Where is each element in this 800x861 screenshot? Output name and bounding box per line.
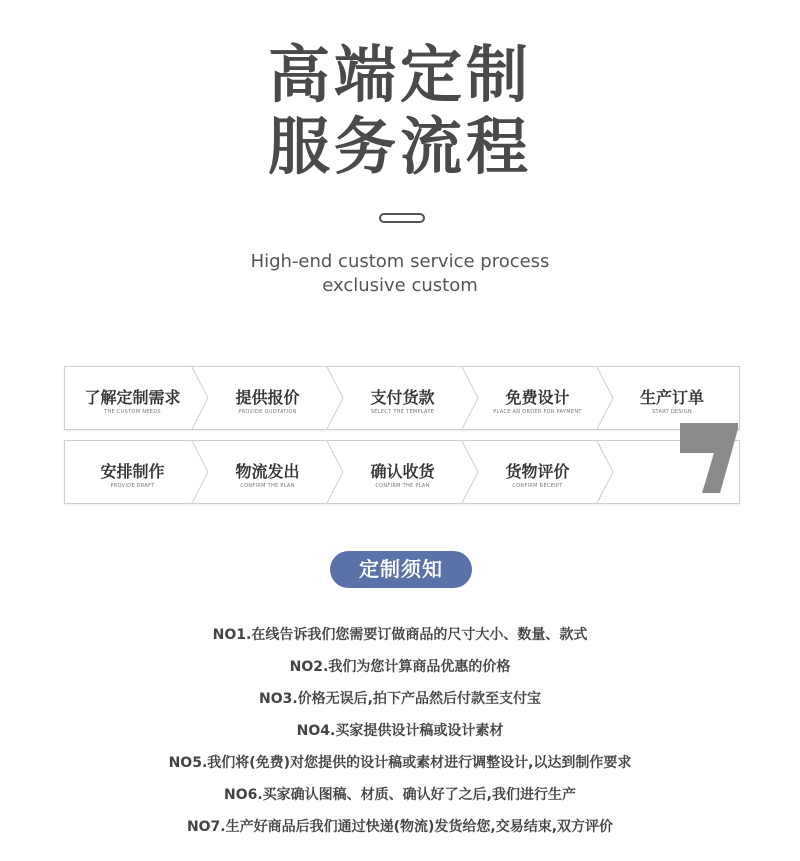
process-step-8 xyxy=(335,441,470,503)
step-subtitle: PROVIDE DRAFT xyxy=(110,483,155,489)
step-title: 免费设计 xyxy=(505,388,570,407)
process-step-6 xyxy=(65,441,200,503)
step-subtitle: PLACE AN ORDER FOR PAYMENT xyxy=(493,409,582,415)
notice-item: NO1.在线告诉我们您需要订做商品的尺寸大小、数量、款式 xyxy=(212,627,588,643)
process-step-1 xyxy=(65,367,200,429)
subtitle-line-2: exclusive custom xyxy=(322,275,478,296)
process-row-2 xyxy=(64,440,740,504)
step-subtitle: CONFIRM THE PLAN xyxy=(375,483,430,489)
step-title: 支付货款 xyxy=(370,388,435,407)
step-subtitle: PROVIDE QUOTATION xyxy=(238,409,297,415)
notice-item: NO3.价格无误后,拍下产品然后付款至支付宝 xyxy=(259,691,541,707)
process-step-7 xyxy=(200,441,335,503)
process-step-5 xyxy=(605,367,739,429)
step-subtitle: CONFIRM RECEIPT xyxy=(512,483,563,489)
notice-item: NO2.我们为您计算商品优惠的价格 xyxy=(289,659,511,675)
process-step-4 xyxy=(470,367,605,429)
process-row-1 xyxy=(64,366,740,430)
step-title: 物流发出 xyxy=(235,462,300,481)
notice-badge: 定制须知 xyxy=(330,551,472,588)
step-subtitle: SELECT THE TEMPLATE xyxy=(370,409,435,415)
step-subtitle: CONFIRM THE PLAN xyxy=(240,483,295,489)
notice-item: NO5.我们将(免费)对您提供的设计稿或素材进行调整设计,以达到制作要求 xyxy=(168,755,632,771)
step-title: 提供报价 xyxy=(235,388,300,407)
page-title-line-2: 服务流程 xyxy=(267,110,532,183)
subtitle-line-1: High-end custom service process xyxy=(250,251,550,272)
process-step-2 xyxy=(200,367,335,429)
page-title-line-1: 高端定制 xyxy=(267,38,532,111)
process-step-3 xyxy=(335,367,470,429)
step-subtitle: THE CUSTOM NEEDS xyxy=(104,409,161,415)
step-title: 确认收货 xyxy=(370,462,435,481)
step-title: 了解定制需求 xyxy=(84,388,181,407)
notice-item: NO4.买家提供设计稿或设计素材 xyxy=(296,723,504,739)
notice-item: NO7.生产好商品后我们通过快递(物流)发货给您,交易结束,双方评价 xyxy=(186,819,614,835)
step-subtitle: START DESIGN xyxy=(652,409,692,415)
step-title: 货物评价 xyxy=(505,462,570,481)
row-connector-arrow-icon xyxy=(680,423,738,493)
process-step-9 xyxy=(470,441,605,503)
step-title: 安排制作 xyxy=(100,462,165,481)
notice-item: NO6.买家确认图稿、材质、确认好了之后,我们进行生产 xyxy=(224,787,576,803)
step-title: 生产订单 xyxy=(639,388,704,407)
title-divider xyxy=(379,213,425,223)
